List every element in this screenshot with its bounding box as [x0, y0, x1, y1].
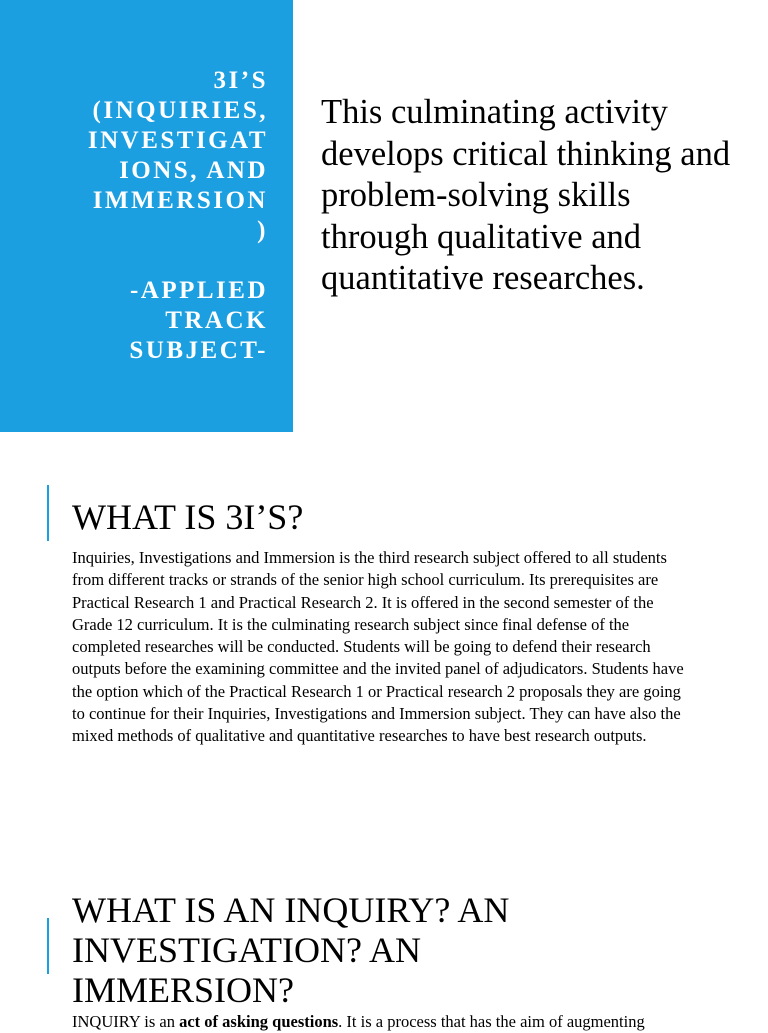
title-slide	[0, 0, 768, 432]
title-line: INVESTIGAT	[87, 127, 268, 154]
subtitle-line: -APPLIED	[129, 277, 268, 304]
heading-line: IMMERSION?	[72, 970, 294, 1010]
title-line: (INQUIRIES,	[92, 97, 268, 124]
subtitle-line: SUBJECT-	[129, 337, 268, 364]
subtitle-line: TRACK	[165, 307, 268, 334]
title-line: 3I’S	[213, 67, 268, 94]
intro-paragraph: This culminating activity develops critical thinking and problem-solving skills through qualitative and quantitative researches.	[321, 93, 731, 297]
slide-title	[18, 66, 268, 366]
title-line: IONS, AND	[119, 157, 268, 184]
section-heading	[72, 890, 509, 1010]
body-text: INQUIRY is an	[72, 1012, 180, 1031]
title-spacer	[18, 246, 268, 276]
title-line: IMMERSION	[92, 187, 268, 214]
title-line: )	[257, 217, 268, 244]
section-body: Inquiries, Investigations and Immersion is the third research subject offered to all students from different tracks or strands of the senior high school curriculum. Its prerequisites are Practical Research 1 and Practical Research 2. It is offered in the second semester of the Grade 12 curriculum. It is the culminating research subject since final defense of the completed researches will be conducted. Students will be going to defend their research outputs before the examining committee and the invited panel of adjudicators. Students have the option which of the Practical Research 1 or Practical research 2 proposals they are going to continue for their Inquiries, Investigations and Immersion subject. They can have also the mixed methods of qualitative and quantitative researches to have best research outputs.	[72, 548, 684, 746]
body-emphasis: act of asking questions	[179, 1012, 339, 1031]
section-heading: WHAT IS 3I’S?	[72, 497, 304, 537]
heading-line: INVESTIGATION? AN	[72, 930, 421, 970]
heading-line: WHAT IS AN INQUIRY? AN	[72, 890, 510, 930]
body-text: . It is a process that has the aim of augmenting	[338, 1012, 645, 1031]
accent-bar	[47, 485, 49, 541]
title-panel	[0, 0, 293, 432]
section-body	[72, 1011, 692, 1033]
accent-bar	[47, 918, 49, 974]
